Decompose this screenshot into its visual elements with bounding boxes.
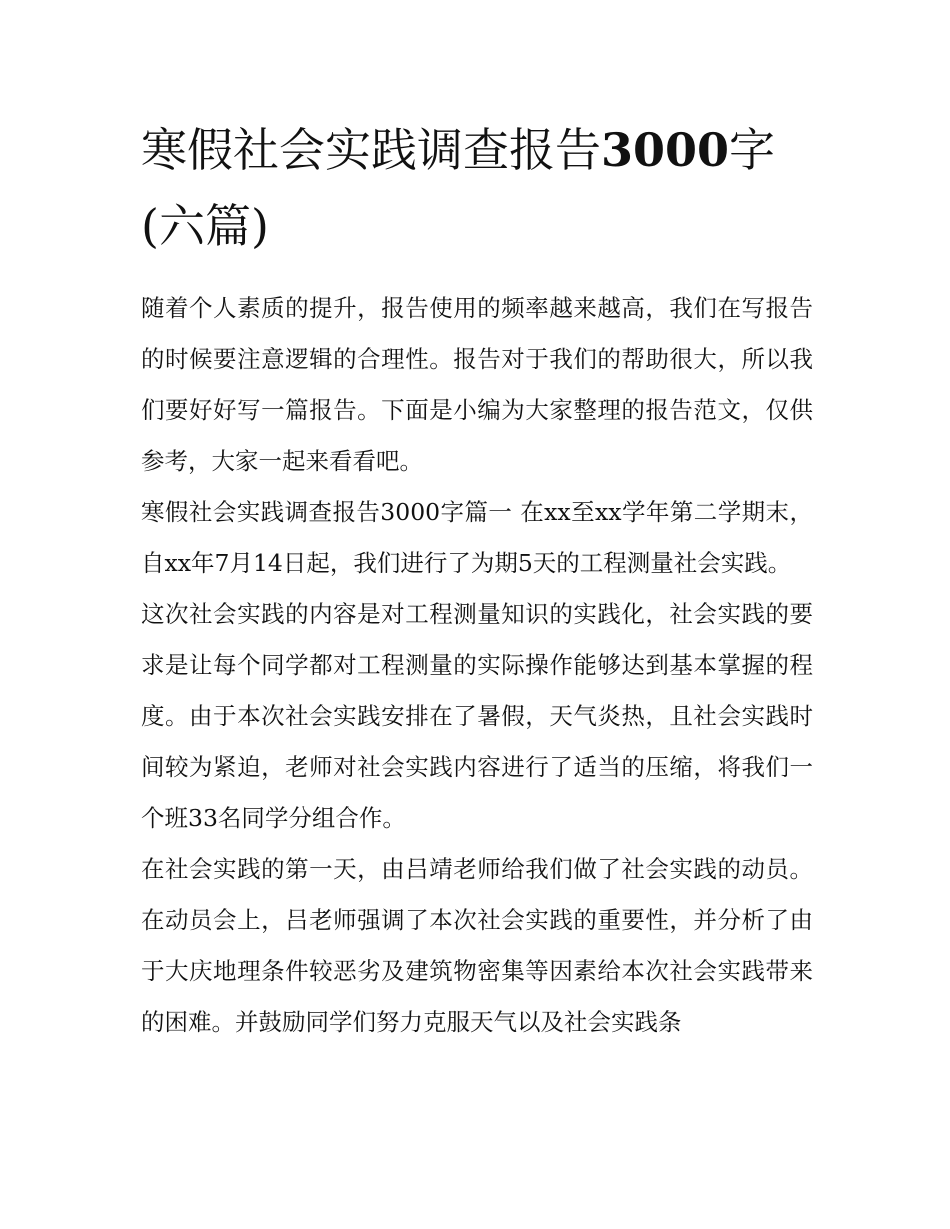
- paragraph-first-day: 在社会实践的第一天，由吕靖老师给我们做了社会实践的动员。在动员会上，吕老师强调了本次社会实践的重要性，并分析了由于大庆地理条件较恶劣及建筑物密集等因素给本次社会实践带来的困难。并鼓励同学们努力克服天气以及社会实践条: [141, 855, 813, 1036]
- document-body: [141, 283, 813, 1048]
- document-title: 寒假社会实践调查报告3000字(六篇): [141, 123, 776, 253]
- paragraph-intro: 随着个人素质的提升，报告使用的频率越来越高，我们在写报告的时候要注意逻辑的合理性。报告对于我们的帮助很大，所以我们要好好写一篇报告。下面是小编为大家整理的报告范文，仅供参考，大家一起来看看吧。: [141, 294, 813, 475]
- document-content: [141, 112, 813, 1048]
- paragraph-content: 这次社会实践的内容是对工程测量知识的实践化，社会实践的要求是让每个同学都对工程测量的实际操作能够达到基本掌握的程度。由于本次社会实践安排在了暑假，天气炎热，且社会实践时间较为紧迫，老师对社会实践内容进行了适当的压缩，将我们一个班33名同学分组合作。: [141, 600, 813, 832]
- paragraph-section-one: 寒假社会实践调查报告3000字篇一 在xx至xx学年第二学期末，自xx年7月14日起，我们进行了为期5天的工程测量社会实践。: [141, 498, 813, 577]
